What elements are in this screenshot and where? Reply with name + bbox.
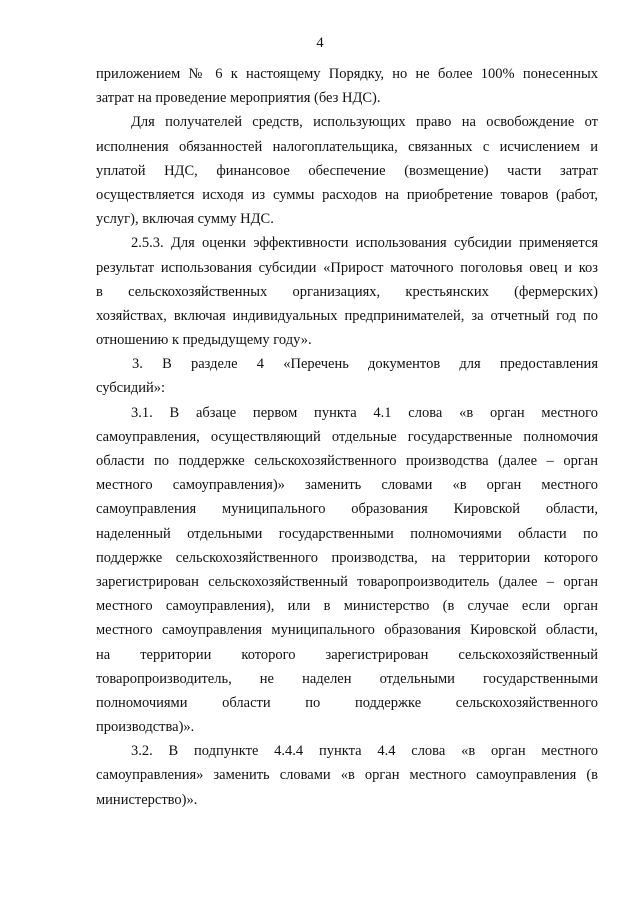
paragraph-first-line: Для получателей средств, использующих право на освобождение от <box>131 114 598 131</box>
text-line: приложением № 6 к настоящему Порядку, но не более 100% понесенных <box>96 66 598 82</box>
text-line: услуг), включая сумму НДС. <box>96 211 274 228</box>
paragraph-first-line: 3.1. В абзаце первом пункта 4.1 слова «в орган местного <box>131 404 598 421</box>
text-line: осуществляется исходя из суммы расходов на приобретение товаров (работ, <box>96 186 598 203</box>
text-line: хозяйствах, включая индивидуальных предпринимателей, за отчетный год по <box>96 307 598 324</box>
paragraph-first-line: 2.5.3. Для оценки эффективности использования субсидии применяется <box>131 235 598 252</box>
text-line: результат использования субсидии «Прирост маточного поголовья овец и коз <box>96 259 598 276</box>
text-line: производства)». <box>96 719 195 736</box>
text-line: наделенный отдельными государственными полномочиями области по <box>96 525 598 542</box>
text-line: субсидий»: <box>96 380 166 397</box>
text-line: самоуправления муниципального образования Кировской области, <box>96 501 598 518</box>
text-line: отношению к предыдущему году». <box>96 332 312 349</box>
text-line: в сельскохозяйственных организациях, крестьянских (фермерских) <box>96 283 598 300</box>
text-line: области по поддержке сельскохозяйственного производства (далее – орган <box>96 453 598 469</box>
text-line: зарегистрирован сельскохозяйственный товаропроизводитель (далее – орган <box>96 573 598 590</box>
paragraph-first-line: 3.2. В подпункте 4.4.4 пункта 4.4 слова «в орган местного <box>131 743 598 760</box>
text-line: исполнения обязанностей налогоплательщика, связанных с исчислением и <box>96 138 598 155</box>
text-line: товаропроизводитель, не наделен отдельными государственными <box>96 670 598 687</box>
text-line: поддержке сельскохозяйственного производства, на территории которого <box>96 549 598 566</box>
paragraph-first-line: 3. В разделе 4 «Перечень документов для предоставления <box>132 356 598 373</box>
text-line: местного самоуправления)» заменить словами «в орган местного <box>96 477 598 494</box>
document-body <box>96 62 598 812</box>
text-line: полномочиями области по поддержке сельскохозяйственного <box>96 694 598 711</box>
text-line: уплатой НДС, финансовое обеспечение (возмещение) части затрат <box>96 162 598 179</box>
text-line: на территории которого зарегистрирован сельскохозяйственный <box>96 646 598 663</box>
text-line: самоуправления» заменить словами «в орган местного самоуправления (в <box>96 767 598 784</box>
text-line: министерство)». <box>96 791 198 808</box>
text-line: местного самоуправления), или в министерство (в случае если орган <box>96 598 598 615</box>
text-line: затрат на проведение мероприятия (без НДС). <box>96 90 381 107</box>
text-line: самоуправления, осуществляющий отдельные государственные полномочия <box>96 428 598 445</box>
page-number: 4 <box>316 35 324 51</box>
text-line: местного самоуправления муниципального образования Кировской области, <box>96 622 598 639</box>
